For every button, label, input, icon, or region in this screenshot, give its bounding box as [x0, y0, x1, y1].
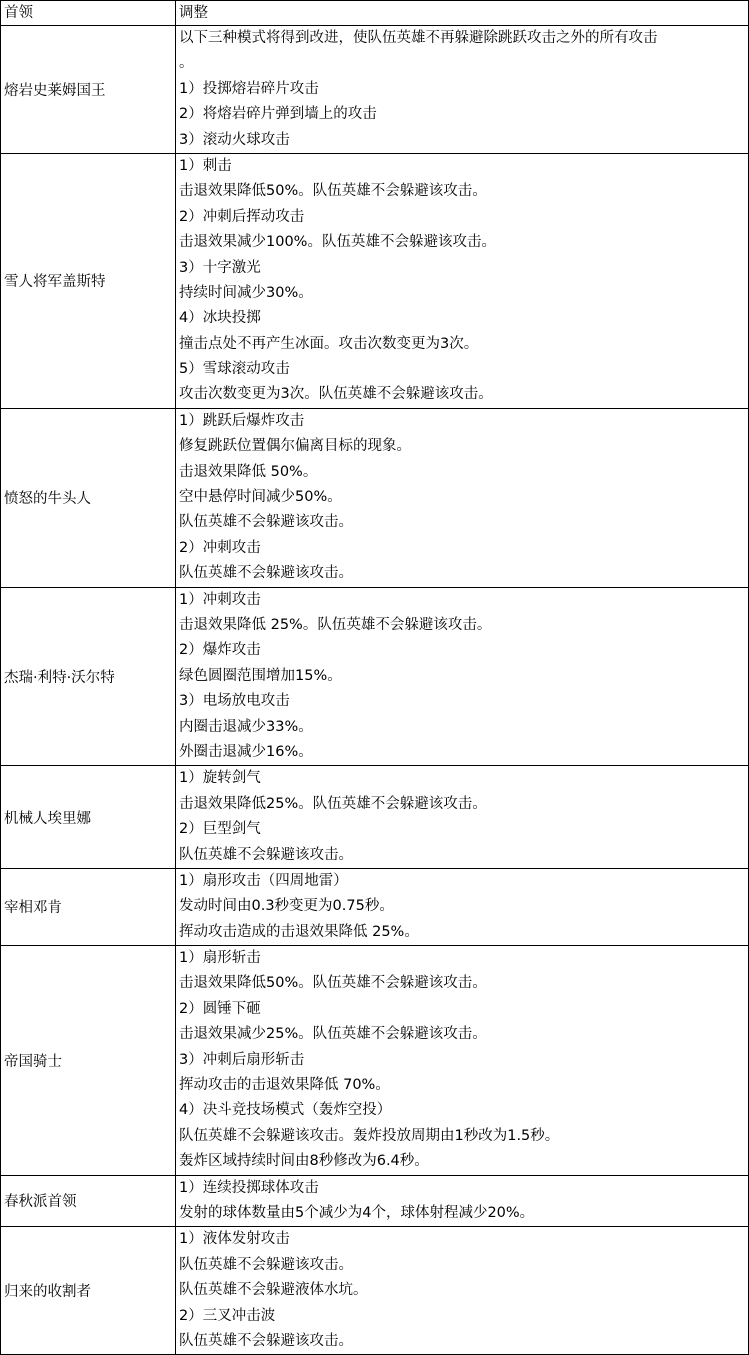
boss-name-cell	[1, 766, 176, 869]
adjustment-line: 攻击次数变更为3次。队伍英雄不会躲避该攻击。	[179, 386, 493, 403]
adjustment-line: 2）巨型剑气	[179, 821, 261, 838]
adjustment-line: 击退效果减少25%。队伍英雄不会躲避该攻击。	[179, 1026, 487, 1043]
adjustment-cell	[176, 1227, 749, 1355]
adjustment-line: 空中悬停时间减少50%。	[179, 489, 342, 506]
adjustment-line: 发动时间由0.3秒变更为0.75秒。	[179, 898, 394, 915]
adjustment-line: 绿色圆圈范围增加15%。	[179, 667, 342, 684]
adjustment-line: 2）冲刺后挥动攻击	[179, 208, 305, 225]
boss-name: 归来的收割者	[4, 1284, 91, 1301]
header-boss: 首领	[1, 1, 176, 26]
adjustment-line: 击退效果降低25%。队伍英雄不会躲避该攻击。	[179, 795, 487, 812]
table-row	[1, 26, 749, 154]
adjustment-line: 击退效果降低50%。队伍英雄不会躲避该攻击。	[179, 975, 487, 992]
adjustment-line: 修复跳跃位置偶尔偏离目标的现象。	[179, 438, 411, 455]
boss-name-cell	[1, 946, 176, 1176]
adjustment-line: 队伍英雄不会躲避该攻击。轰炸投放周期由1秒改为1.5秒。	[179, 1127, 560, 1144]
boss-name: 愤怒的牛头人	[4, 491, 91, 508]
adjustment-line: 1）冲刺攻击	[179, 591, 261, 608]
table-row	[1, 946, 749, 1176]
boss-name: 熔岩史莱姆国王	[4, 82, 106, 99]
adjustment-line: 1）刺击	[179, 157, 232, 174]
table-row	[1, 587, 749, 766]
adjustment-line: 1）扇形攻击（四周地雷）	[179, 872, 348, 889]
adjustment-line: 队伍英雄不会躲避该攻击。	[179, 846, 353, 863]
adjustment-line: 1）跳跃后爆炸攻击	[179, 412, 305, 429]
adjustment-line: 2）三叉冲击波	[179, 1307, 276, 1324]
boss-name-cell	[1, 26, 176, 154]
adjustment-line: 3）十字激光	[179, 259, 261, 276]
adjustment-cell	[176, 587, 749, 766]
adjustment-cell	[176, 26, 749, 154]
table-header-row	[1, 1, 749, 26]
adjustment-line: 1）液体发射攻击	[179, 1231, 290, 1248]
adjustment-line: 1）投掷熔岩碎片攻击	[179, 80, 319, 97]
adjustment-line: 2）将熔岩碎片弹到墙上的攻击	[179, 106, 377, 123]
table-body	[1, 26, 749, 1355]
boss-name: 机械人埃里娜	[4, 810, 91, 827]
adjustment-line: 4）冰块投掷	[179, 310, 261, 327]
boss-name-cell	[1, 1175, 176, 1227]
boss-name-cell	[1, 408, 176, 587]
table-row	[1, 1175, 749, 1227]
adjustment-line: 队伍英雄不会躲避该攻击。	[179, 565, 353, 582]
adjustment-line: 3）冲刺后扇形斩击	[179, 1051, 305, 1068]
boss-name-cell	[1, 1227, 176, 1355]
adjustment-line: 2）冲刺攻击	[179, 539, 261, 556]
boss-name: 雪人将军盖斯特	[4, 274, 106, 291]
adjustment-line: 击退效果减少100%。队伍英雄不会躲避该攻击。	[179, 234, 496, 251]
boss-name-cell	[1, 587, 176, 766]
adjustment-line: 以下三种模式将得到改进，使队伍英雄不再躲避除跳跃攻击之外的所有攻击	[179, 30, 658, 46]
adjustment-line: 队伍英雄不会躲避该攻击。	[179, 514, 353, 531]
adjustment-line: 击退效果降低 25%。队伍英雄不会躲避该攻击。	[179, 616, 492, 633]
adjustment-line: 击退效果降低 50%。	[179, 463, 318, 480]
table-row	[1, 868, 749, 945]
adjustment-line: 轰炸区域持续时间由8秒修改为6.4秒。	[179, 1153, 429, 1170]
header-adjustment: 调整	[176, 1, 749, 26]
adjustment-line: 内圈击退减少33%。	[179, 718, 313, 735]
table-row	[1, 766, 749, 869]
adjustment-line: 撞击点处不再产生冰面。攻击次数变更为3次。	[179, 335, 479, 352]
adjustment-line: 2）圆锤下砸	[179, 1000, 261, 1017]
adjustment-line: 。	[179, 55, 194, 72]
adjustment-cell	[176, 1175, 749, 1227]
adjustment-line: 队伍英雄不会躲避该攻击。	[179, 1256, 353, 1273]
adjustment-line: 5）雪球滚动攻击	[179, 361, 290, 378]
table-row	[1, 408, 749, 587]
adjustment-line: 队伍英雄不会躲避该攻击。	[179, 1332, 353, 1349]
boss-name: 宰相邓肯	[4, 900, 62, 917]
table-row	[1, 1227, 749, 1355]
adjustment-line: 2）爆炸攻击	[179, 642, 261, 659]
boss-name: 帝国骑士	[4, 1053, 62, 1070]
adjustment-line: 队伍英雄不会躲避液体水坑。	[179, 1282, 368, 1299]
adjustment-line: 挥动攻击造成的击退效果降低 25%。	[179, 923, 419, 940]
adjustment-line: 发射的球体数量由5个减少为4个，球体射程减少20%。	[179, 1204, 535, 1221]
adjustment-line: 挥动攻击的击退效果降低 70%。	[179, 1077, 390, 1094]
adjustment-line: 3）滚动火球攻击	[179, 131, 290, 148]
adjustment-cell	[176, 766, 749, 869]
adjustment-line: 3）电场放电攻击	[179, 693, 290, 710]
adjustment-line: 1）旋转剑气	[179, 770, 261, 787]
adjustment-cell	[176, 153, 749, 408]
boss-name: 杰瑞·利特·沃尔特	[4, 669, 115, 686]
adjustment-cell	[176, 868, 749, 945]
table-row	[1, 153, 749, 408]
adjustment-line: 4）决斗竞技场模式（轰炸空投）	[179, 1102, 392, 1119]
boss-name-cell	[1, 153, 176, 408]
boss-name: 春秋派首领	[4, 1194, 77, 1211]
adjustment-line: 1）扇形斩击	[179, 950, 261, 967]
adjustment-line: 击退效果降低50%。队伍英雄不会躲避该攻击。	[179, 183, 487, 200]
adjustment-cell	[176, 408, 749, 587]
boss-name-cell	[1, 868, 176, 945]
adjustment-line: 外圈击退减少16%。	[179, 743, 313, 760]
adjustment-cell	[176, 946, 749, 1176]
adjustment-line: 1）连续投掷球体攻击	[179, 1179, 319, 1196]
adjustment-line: 持续时间减少30%。	[179, 284, 313, 301]
